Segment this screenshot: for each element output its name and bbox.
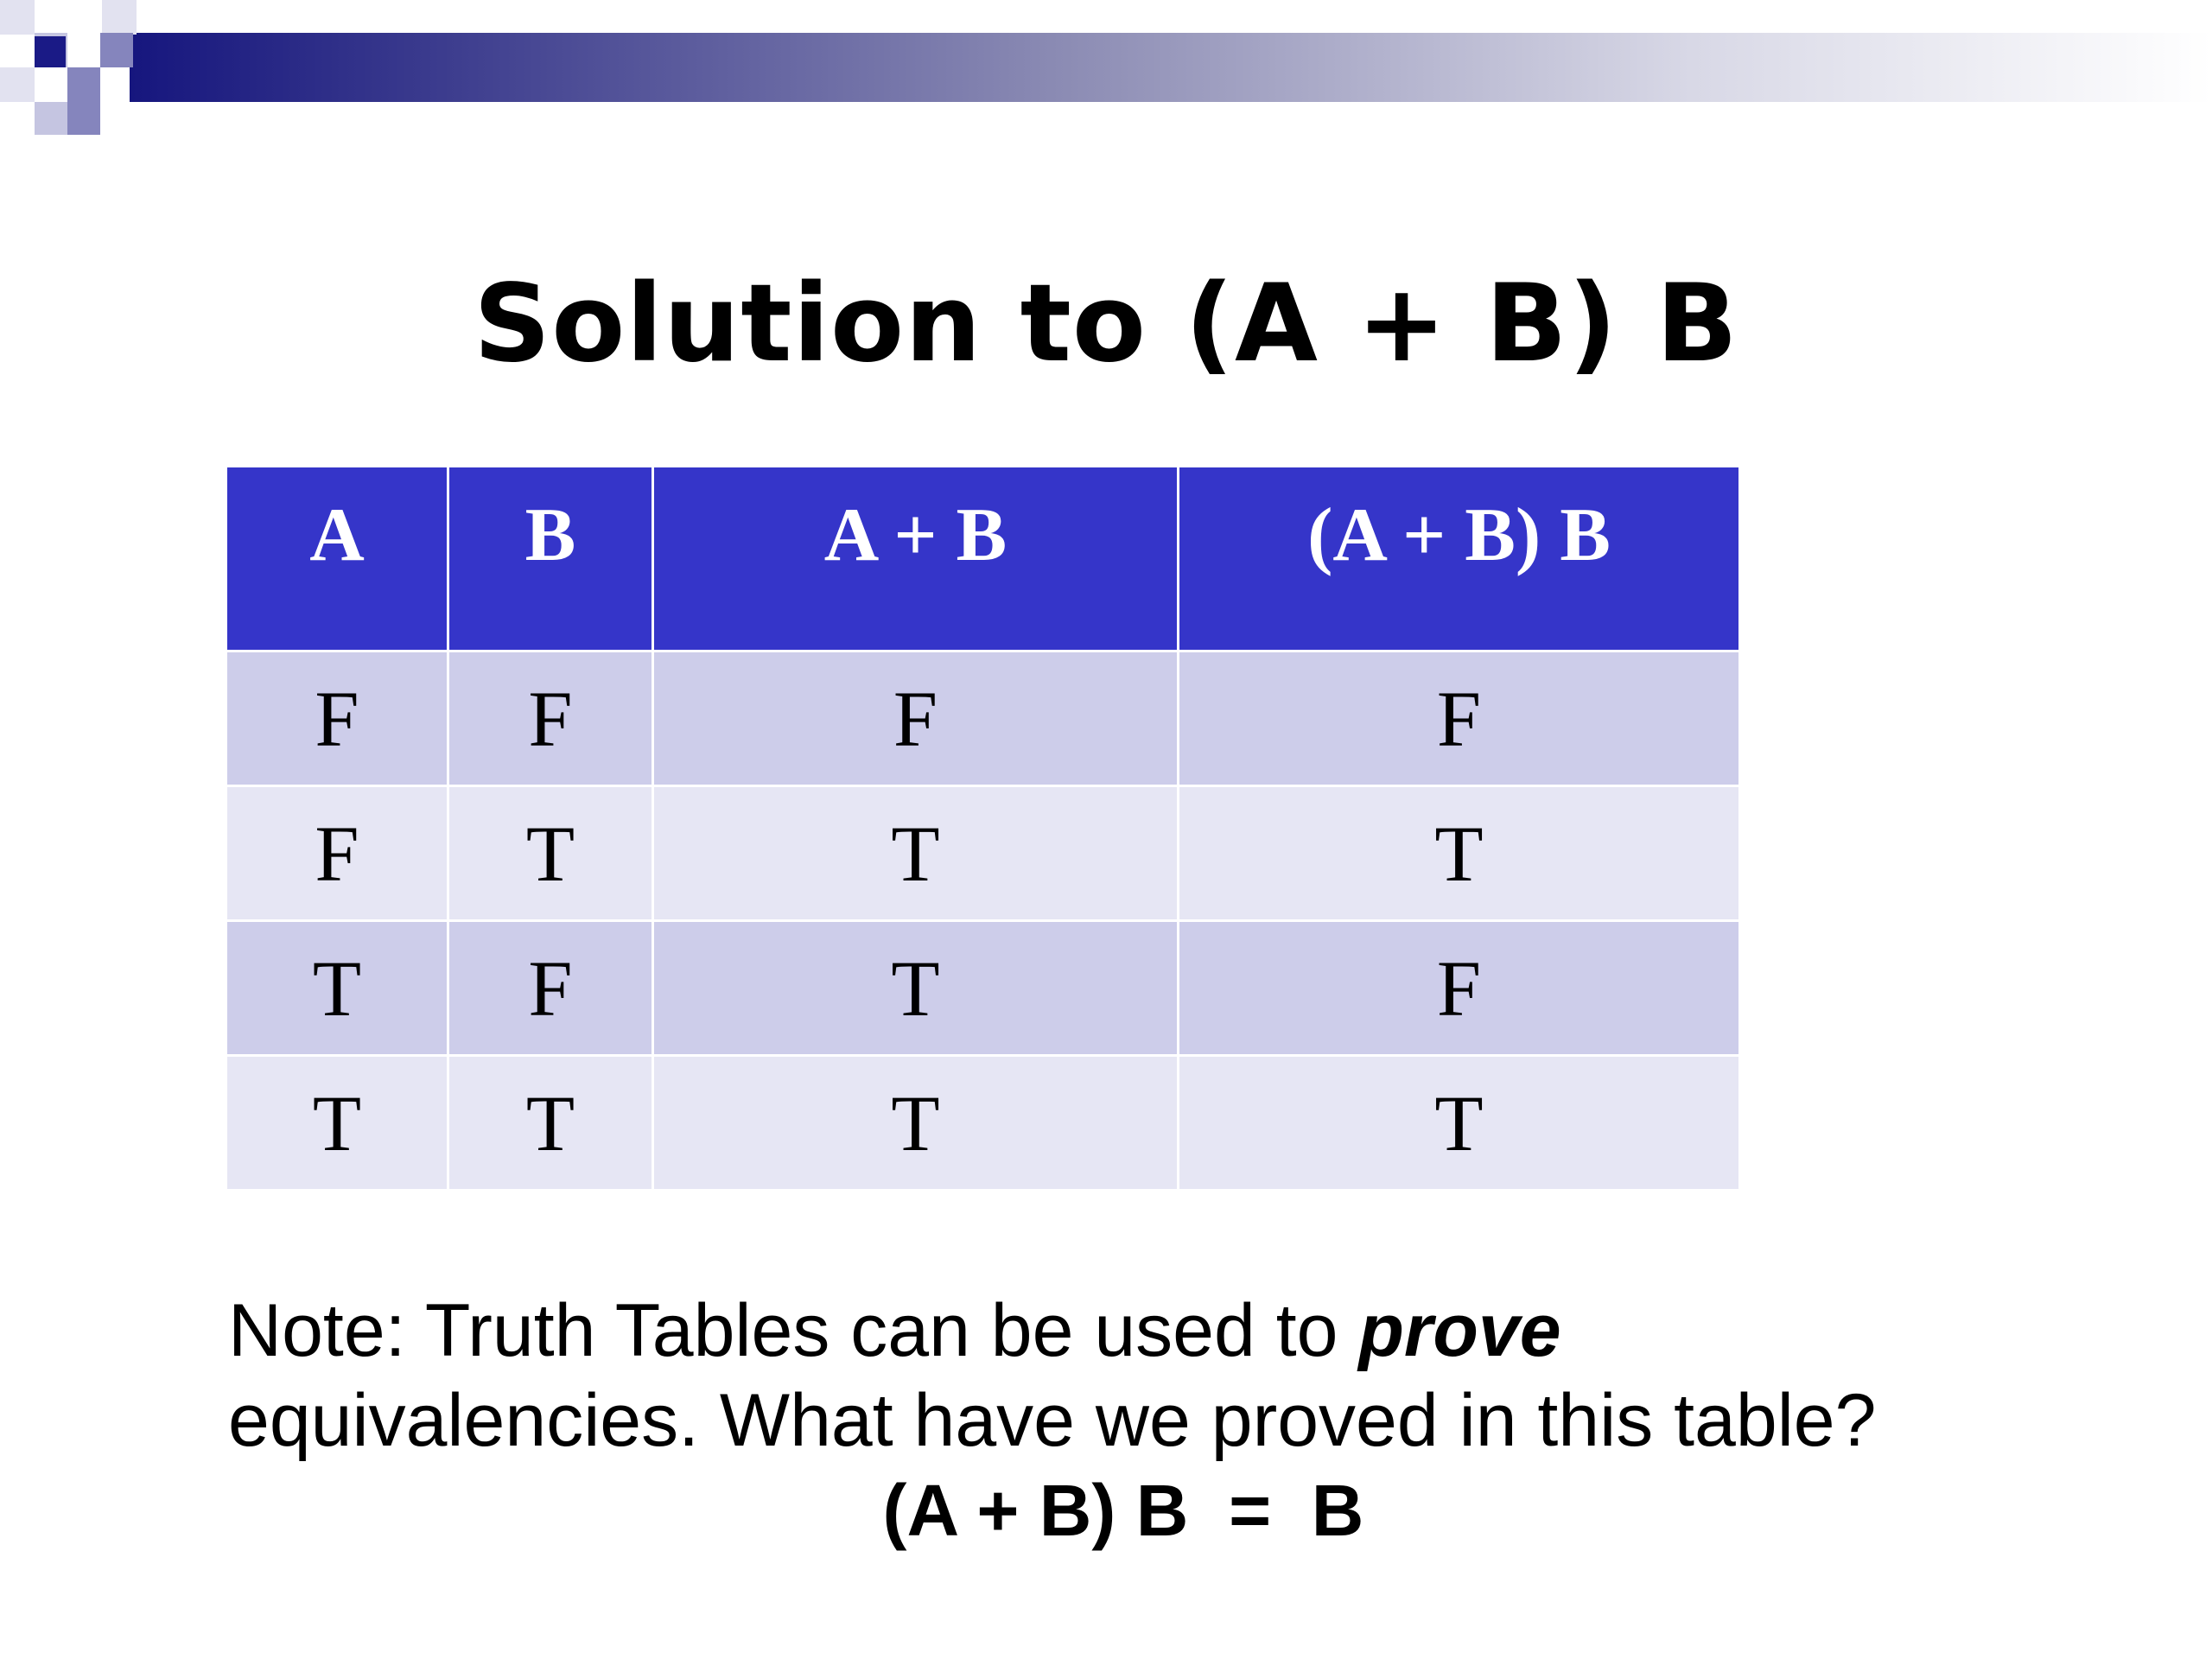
table-cell: T [1179,1056,1740,1191]
truth-table [225,465,1741,1192]
banner-square [35,36,66,67]
banner-square [0,67,35,102]
table-cell: F [448,921,653,1056]
table-cell: T [226,921,448,1056]
note-prefix: Note: Truth Tables can be used to [228,1289,1359,1372]
table-cell: T [448,1056,653,1191]
slide-title: Solution to (A + B) B [473,262,1739,386]
table-row [226,921,1740,1056]
note-paragraph [228,1286,2043,1465]
note-emphasis: prove [1358,1289,1561,1372]
table-row [226,1056,1740,1191]
table-row [226,652,1740,786]
table-cell: T [653,786,1179,921]
header-cell-a-or-b: A + B [653,467,1179,652]
banner-square [67,67,100,102]
table-cell: F [226,786,448,921]
banner-square [35,102,67,135]
banner-gradient-bar [130,33,2212,102]
table-cell: T [1179,786,1740,921]
header-cell-result: (A + B) B [1179,467,1740,652]
table-cell: F [653,652,1179,786]
note-conclusion: (A + B) B = B [882,1470,1364,1551]
table-cell: F [226,652,448,786]
banner-square [102,0,137,35]
note-line-2: equivalencies. What have we proved in this table? [228,1379,1877,1462]
table-cell: F [448,652,653,786]
header-cell-b: B [448,467,653,652]
banner-square [67,102,100,135]
header-cell-a: A [226,467,448,652]
table-cell: F [1179,921,1740,1056]
table-cell: T [653,1056,1179,1191]
table-cell: T [448,786,653,921]
table-cell: F [1179,652,1740,786]
slide-banner [0,0,2212,138]
note-line-1 [228,1286,2043,1376]
table-header-row [226,467,1740,652]
banner-square [0,0,35,35]
table-row [226,786,1740,921]
banner-square [100,33,133,67]
table-cell: T [226,1056,448,1191]
table-cell: T [653,921,1179,1056]
